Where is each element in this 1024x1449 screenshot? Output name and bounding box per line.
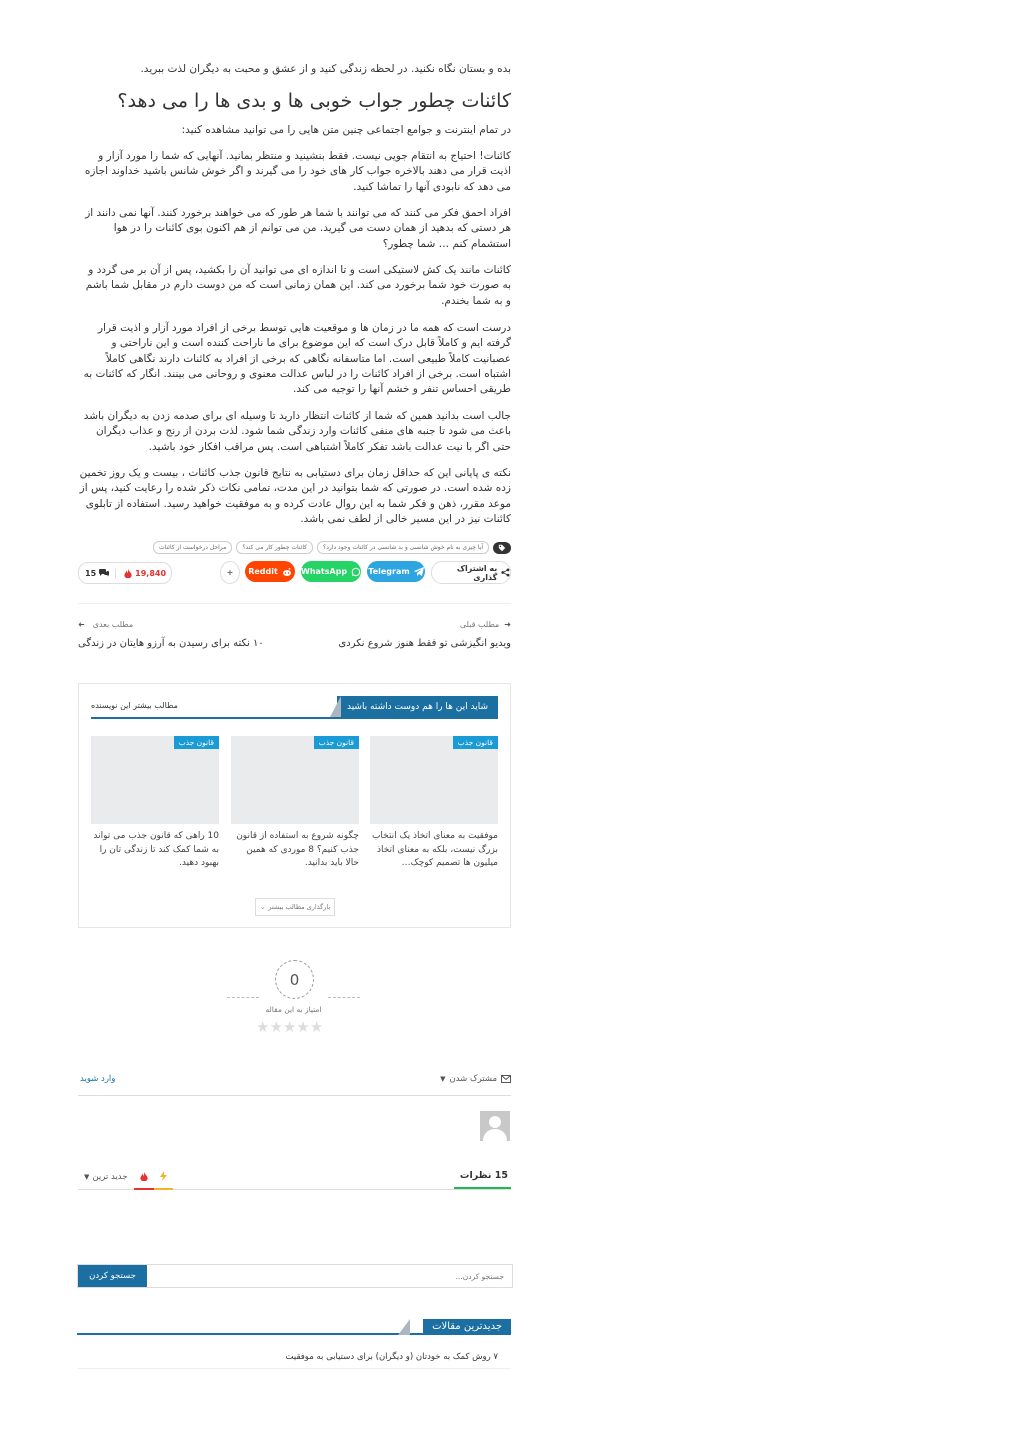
whatsapp-icon xyxy=(351,567,361,577)
article-intro: بده و بستان نگاه نکنید. در لحظه زندگی کنید و از عشق و محبت به دیگران لذت ببرید. xyxy=(140,63,511,75)
article-paragraph: نکته ی پایانی این که حداقل زمان برای دستیابی به نتایج قانون جذب کائنات ، بیست و یک روز تخمین زده شده است. در صورتی که شما بتوانید در این مدت، تمامی نکات ذکر شده را رعایت کنید، پس از موعد مقرر، ذهن و فکر شما به این روال عادت کرده و به موفقیت خواهید رسید. استفاده از تابلوی کائنات نیز در این مسیر خالی از لطف نمی باشد. xyxy=(79,467,511,525)
login-link[interactable]: وارد شوید xyxy=(80,1074,116,1084)
rating-score: 0 xyxy=(275,960,314,999)
share-label-button[interactable] xyxy=(431,561,511,584)
next-post-label: مطلب بعدی ➜ xyxy=(78,620,134,629)
star-icon[interactable]: ★ xyxy=(296,1018,310,1036)
lightning-icon xyxy=(160,1171,167,1181)
category-badge[interactable]: قانون جذب xyxy=(174,736,219,749)
comment-sort xyxy=(78,1170,173,1190)
article-heading: کائنات چطور جواب خوبی ها و بدی ها را می دهد؟ xyxy=(117,90,511,112)
fire-icon xyxy=(124,569,132,578)
caret-down-icon: ▼ xyxy=(84,1173,90,1181)
reddit-label: Reddit xyxy=(248,567,278,576)
telegram-label: Telegram xyxy=(368,567,410,576)
share-label-text: به اشتراک گذاری xyxy=(456,563,498,582)
rating-stars[interactable] xyxy=(256,1018,323,1036)
whatsapp-label: WhatsApp xyxy=(301,567,348,576)
article-paragraph: کائنات! احتیاج به انتقام جویی نیست. فقط بنشینید و منتظر بمانید. آنهایی که شما را مورد آزار و اذیت قرار می دهند بالاخره جواب کار های خود را می گیرند و اگر خوش شانس باشید خداوند اجازه می دهد که نابودی آنها را تماشا کنید. xyxy=(84,150,511,193)
telegram-icon xyxy=(414,567,424,576)
views-count: 19,840 xyxy=(135,568,167,578)
comment-count: 15 نظرات xyxy=(454,1170,511,1189)
star-icon[interactable]: ★ xyxy=(256,1018,270,1036)
comment-toolbar xyxy=(78,1074,511,1088)
related-post-title[interactable]: 10 راهی که قانون جذب می تواند به شما کمک کند تا زندگی تان را بهبود دهید. xyxy=(93,831,219,868)
views-stat xyxy=(116,569,172,578)
search-input[interactable] xyxy=(154,1265,512,1287)
prev-post-label: ➜ مطلب قبلی xyxy=(459,620,511,629)
tab-related-posts[interactable]: شاید این ها را هم دوست داشته باشید xyxy=(337,696,498,717)
comments-count: 15 xyxy=(85,568,97,578)
next-post-link[interactable]: ۱۰ نکته برای رسیدن به آرزو هایتان در زندگی xyxy=(78,638,264,649)
related-posts-header xyxy=(91,696,498,719)
envelope-icon xyxy=(501,1075,511,1083)
header-accent xyxy=(398,1319,410,1335)
comments-stat[interactable] xyxy=(79,569,116,578)
tag-link[interactable]: کائنات چطور کار می کند؟ xyxy=(236,541,313,554)
latest-articles-title: جدیدترین مقالات xyxy=(423,1319,511,1333)
fire-icon xyxy=(140,1172,148,1181)
post-stats xyxy=(78,562,172,584)
star-icon[interactable]: ★ xyxy=(282,1018,297,1036)
related-post-title[interactable]: موفقیت به معنای اتخاذ یک انتخاب بزرگ نیست، بلکه به معنای اتخاذ میلیون ها تصمیم کوچک… xyxy=(371,831,498,868)
search-button[interactable]: جستجو کردن xyxy=(78,1265,147,1287)
related-post-card[interactable] xyxy=(370,736,498,871)
category-badge[interactable]: قانون جذب xyxy=(453,736,498,749)
divider xyxy=(78,1095,511,1096)
sort-hottest-button[interactable] xyxy=(134,1170,154,1190)
tab-more-by-author[interactable]: مطالب بیشتر این نویسنده xyxy=(91,701,178,710)
sort-trending-button[interactable] xyxy=(154,1170,173,1190)
whatsapp-share-button[interactable] xyxy=(301,561,361,582)
article-paragraph: کائنات مانند یک کش لاستیکی است و تا اندازه ای می توانید آن را بکشید، پس از آن بر می گردد و به صورت خود شما برخورد می کند. این همان زمانی است که من دوست دارم در مقابل شما باشم و به شما بخندم. xyxy=(85,264,511,307)
article-rating xyxy=(227,960,360,1035)
subscribe-label: مشترک شدن xyxy=(449,1074,497,1084)
latest-article-link[interactable]: ۷ روش کمک به خودتان (و دیگران) برای دستیابی به موفقیت xyxy=(285,1352,498,1362)
tag-list xyxy=(78,541,511,554)
divider xyxy=(78,603,511,604)
prev-post-link[interactable]: ویدیو انگیزشی تو فقط هنوز شروع نکردی xyxy=(338,638,511,649)
star-icon[interactable]: ★ xyxy=(269,1018,283,1036)
tag-link[interactable]: مراحل درخواست از کائنات xyxy=(153,541,232,554)
divider xyxy=(78,1368,511,1369)
load-more-button[interactable] xyxy=(255,898,335,916)
divider xyxy=(227,997,259,998)
related-post-card[interactable] xyxy=(231,736,359,871)
sort-label: جدید ترین xyxy=(92,1172,128,1182)
share-icon xyxy=(501,568,510,577)
divider xyxy=(328,997,360,998)
avatar xyxy=(480,1111,510,1141)
arrow-right-icon: ➜ xyxy=(504,620,511,629)
comments-icon xyxy=(99,569,109,577)
article-paragraph: افراد احمق فکر می کنند که می توانند با شما هر طور که می خواهند برخورد کنند. آنها نمی دانند از هر دستی که بدهید از همان دست می گیرید. من می توانم از هم اکنون بوی کائنات را در هوا استشمام کنم … شما چطور؟ xyxy=(85,207,511,250)
category-badge[interactable]: قانون جذب xyxy=(314,736,359,749)
reddit-share-button[interactable] xyxy=(245,561,295,582)
chevron-down-icon: ⌄ xyxy=(259,903,266,911)
sort-newest-dropdown[interactable] xyxy=(78,1171,134,1189)
tab-accent xyxy=(330,696,341,717)
search-form xyxy=(77,1264,513,1288)
comment-tabs xyxy=(78,1170,511,1190)
tag-link[interactable]: آیا چیزی به نام خوش شانسی و بد شانسی در کائنات وجود دارد؟ xyxy=(317,541,489,554)
reddit-icon xyxy=(282,567,292,577)
post-thumbnail[interactable] xyxy=(231,736,359,824)
telegram-share-button[interactable] xyxy=(367,561,425,582)
latest-articles-header xyxy=(77,1319,511,1335)
load-more-label: بارگذاری مطالب بیشتر xyxy=(268,903,331,911)
article-lead: در تمام اینترنت و جوامع اجتماعی چنین متن هایی را می توانید مشاهده کنید: xyxy=(181,124,511,136)
post-navigation xyxy=(78,620,511,652)
rating-label: امتیاز به این مقاله xyxy=(265,1005,322,1014)
arrow-left-icon: ➜ xyxy=(78,620,85,629)
related-posts-box xyxy=(78,683,511,928)
star-icon[interactable]: ★ xyxy=(309,1018,324,1036)
related-post-title[interactable]: چگونه شروع به استفاده از قانون جذب کنیم؟ 8 موردی که همین حالا باید بدانید. xyxy=(236,831,359,868)
more-share-button[interactable]: + xyxy=(220,561,240,584)
post-thumbnail[interactable] xyxy=(370,736,498,824)
related-post-card[interactable] xyxy=(91,736,219,871)
subscribe-dropdown[interactable] xyxy=(440,1074,511,1084)
article-paragraph: جالب است بدانید همین که شما از کائنات انتظار دارید تا وسیله ای برای صدمه زدن به دیگران باشد باعث می شود تا جنبه های منفی کائنات وارد زندگی شما شود. لذت بردن از رنج و عذاب دیگران حتی اگر با نیت عدالت باشد تفکر کاملاً اشتباهی است. پس مراقب افکار خود باشید. xyxy=(83,410,511,453)
post-thumbnail[interactable] xyxy=(91,736,219,824)
tag-icon xyxy=(493,542,511,554)
article-paragraph: درست است که همه ما در زمان ها و موقعیت هایی توسط برخی از افراد مورد آزار و اذیت قرار گرفته ایم و کاملاً قابل درک است که این موضوع برای ما ناراحت کننده است و این ناراحتی و عصبانیت کاملاً طبیعی است. اما متاسفانه نگاهی که برخی از افراد به کائنات دارند نگاهی کاملاً اشتباه است. برخی از افراد کائنات را در لباس عدالت معنوی و روحانی می بینند. انگار که کائنات به طریقی احساس تنفر و خشم آنها را توجیه می کند. xyxy=(83,322,511,396)
caret-down-icon: ▼ xyxy=(440,1075,446,1083)
